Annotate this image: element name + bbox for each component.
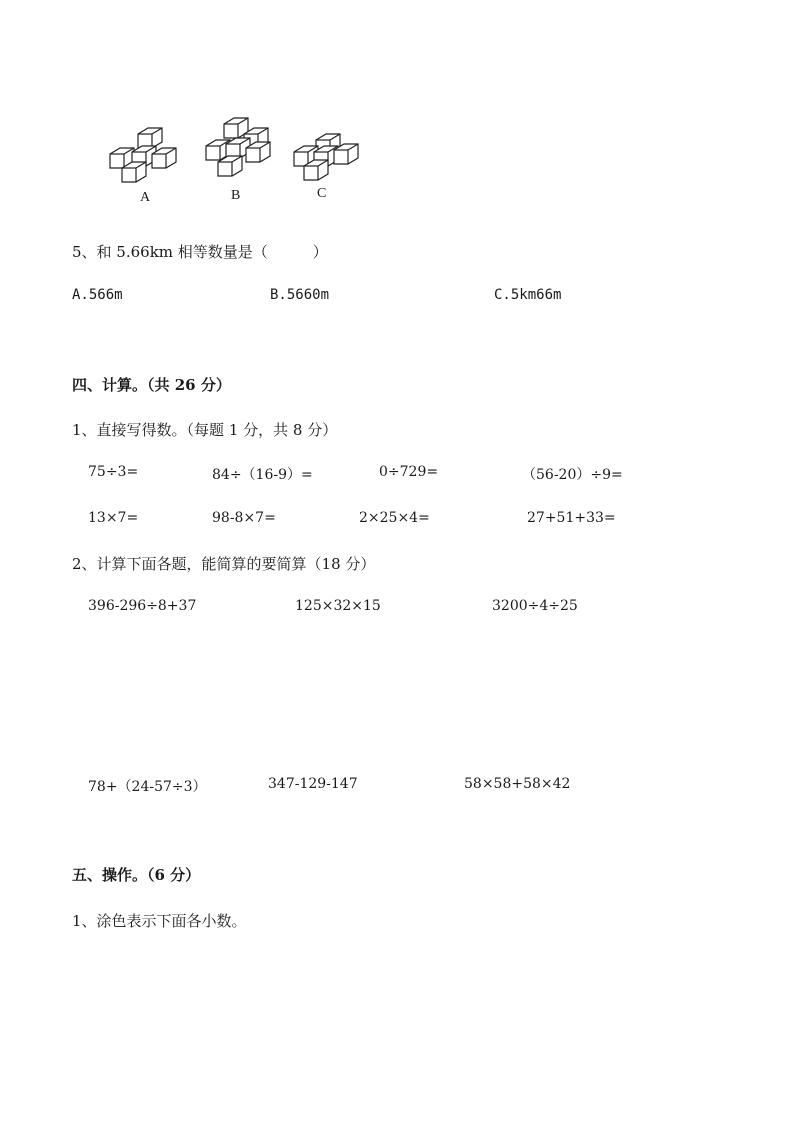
section-4-part-2-title: 2、计算下面各题，能简算的要简算（18 分） [72, 555, 376, 573]
oral-calc-item: 13×7= [88, 510, 139, 526]
figure-label-a: A [140, 190, 151, 205]
figure-label-b: B [231, 188, 241, 203]
figure-label-c: C [317, 186, 327, 201]
oral-calc-item: 0÷729= [379, 464, 439, 480]
oral-calc-item: 84÷（16-9）= [212, 467, 313, 483]
section-5-question-1: 1、涂色表示下面各小数。 [72, 912, 247, 930]
section-5-heading: 五、操作。（6 分） [72, 866, 201, 884]
oral-calc-item: 75÷3= [88, 464, 139, 480]
oral-calc-item: 2×25×4= [359, 510, 430, 526]
cube-figure-b [204, 116, 274, 184]
written-calc-item: 3200÷4÷25 [492, 598, 578, 614]
question-5: 5、和 5.66km 相等数量是（ ） [72, 243, 328, 261]
cube-figure-a [108, 126, 180, 186]
q5-option-b: B.5660m [270, 287, 330, 303]
cube-figure-c [292, 132, 362, 184]
oral-calc-item: （56-20）÷9= [522, 467, 623, 483]
written-calc-item: 78+（24-57÷3） [88, 779, 207, 795]
written-calc-item: 58×58+58×42 [464, 776, 571, 792]
written-calc-item: 125×32×15 [295, 598, 381, 614]
section-4-part-1-title: 1、直接写得数。（每题 1 分，共 8 分） [72, 421, 338, 439]
oral-calc-item: 98-8×7= [212, 510, 276, 526]
written-calc-item: 347-129-147 [268, 776, 358, 792]
written-calc-item: 396-296÷8+37 [88, 598, 197, 614]
q5-option-a: A.566m [72, 287, 123, 303]
q5-option-c: C.5km66m [494, 287, 562, 303]
section-4-heading: 四、计算。（共 26 分） [72, 376, 231, 394]
oral-calc-item: 27+51+33= [527, 510, 616, 526]
